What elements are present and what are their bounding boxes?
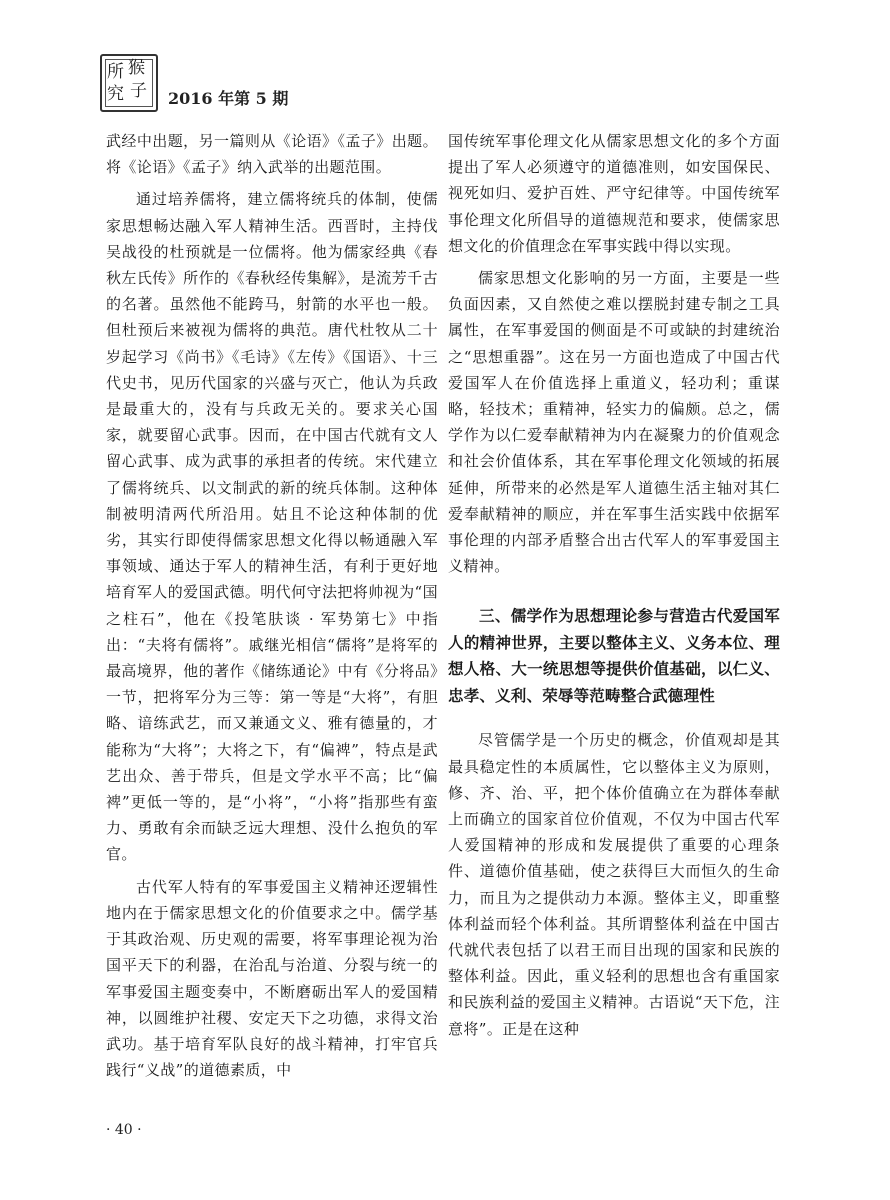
paragraph: 通过培养儒将，建立儒将统兵的体制，使儒家思想畅达融入军人精神生活。西晋时，主持伐吴战役的杜预就是一位儒将。他为儒家经典《春秋左氏传》所作的《春秋经传集解》，是流芳千古的名著。虽然他不能跨马，射箭的水平也一般。但杜预后来被视为儒将的典范。唐代杜牧从二十岁起学习《尚书》《毛诗》《左传》《国语》、十三代史书，见历代国家的兴盛与灭亡，他认为兵政是最重大的，没有与兵政无关的。要求关心国家，就要留心武事。因而，在中国古代就有文人留心武事、成为武事的承担者的传统。宋代建立了儒将统兵、以文制武的新的统兵体制。这种体制被明清两代所沿用。姑且不论这种体制的优劣，其实行即使得儒家思想文化得以畅通融入军事领域、通达于军人的精神生活，有利于更好地培育军人的爱国武德。明代何守法把将帅视为“国之柱石”，他在《投笔肤谈 · 军势第七》中指出：“夫将有儒将”。戚继光相信“儒将”是将军的最高境界，他的著作《储练通论》中有《分将品》一节，把将军分为三等：第一等是“大将”，有胆略、谙练武艺，而又兼通文义、雅有德量的，才能称为“大将”；大将之下，有“偏裨”，特点是武艺出众、善于带兵，但是文学水平不高；比“偏裨”更低一等的，是“小将”，“小将”指那些有蛮力、勇敢有余而缺乏远大理想、没什么抱负的军官。 xyxy=(106,190,438,864)
journal-logo xyxy=(100,54,158,112)
paragraph: 国传统军事伦理文化从儒家思想文化的多个方面提出了军人必须遵守的道德准则，如安国保民、视死如归、爱护百姓、严守纪律等。中国传统军事伦理文化所倡导的道德规范和要求，使儒家思想文化的价值理念在军事实践中得以实现。 xyxy=(448,132,780,255)
section-heading: 三、儒学作为思想理论参与营造古代爱国军人的精神世界，主要以整体主义、义务本位、理想人格、大一统思想等提供价值基础，以仁义、忠孝、义利、荣辱等范畴整合武德理性 xyxy=(448,607,780,705)
logo-char-2: 猴 xyxy=(128,58,145,78)
page-header xyxy=(100,52,800,122)
issue-label: 2016 年第 5 期 xyxy=(168,89,289,108)
logo-char-3: 究 xyxy=(107,84,124,104)
right-column xyxy=(448,128,780,1042)
paragraph: 武经中出题，另一篇则从《论语》《孟子》出题。将《论语》《孟子》纳入武举的出题范围。 xyxy=(106,132,438,177)
logo-char-1: 所 xyxy=(107,62,124,82)
logo-char-4: 子 xyxy=(130,81,147,101)
paragraph: 尽管儒学是一个历史的概念，价值观却是其最具稳定性的本质属性，它以整体主义为原则，修、齐、治、平，把个体价值确立在为群体奉献上而确立的国家首位价值观，不仅为中国古代军人爱国精神的形成和发展提供了重要的心理条件、道德价值基础，使之获得巨大而恒久的生命力，而且为之提供动力本源。整体主义，即重整体利益而轻个体利益。其所谓整体利益在中国古代就代表包括了以君王而目出现的国家和民族的整体利益。因此，重义轻利的思想也含有重国家和民族利益的爱国主义精神。古语说“天下危，注意将”。正是在这种 xyxy=(448,731,780,1038)
left-column xyxy=(106,128,438,1083)
paragraph: 古代军人特有的军事爱国主义精神还逻辑性地内在于儒家思想文化的价值要求之中。儒学基于其政治观、历史观的需要，将军事理论视为治国平天下的利器，在治乱与治道、分裂与统一的军事爱国主题变奏中，不断磨砺出军人的爱国精神，以圆维护社稷、安定天下之功德，求得文治武功。基于培育军队良好的战斗精神，打牢官兵践行“义战”的道德素质，中 xyxy=(106,877,438,1080)
page-number: · 40 · xyxy=(106,1122,142,1138)
paragraph: 儒家思想文化影响的另一方面，主要是一些负面因素，又自然使之难以摆脱封建专制之工具属性，在军事爱国的侧面是不可或缺的封建统治之“思想重器”。这在另一方面也造成了中国古代爱国军人在价值选择上重道义，轻功利；重谋略，轻技术；重精神，轻实力的偏颇。总之，儒学作为以仁爱奉献精神为内在凝聚力的价值观念和社会价值体系，其在军事伦理文化领域的拓展延伸，所带来的必然是军人道德生活主轴对其仁爱奉献精神的顺应，并在军事生活实践中依据军事伦理的内部矛盾整合出古代军人的军事爱国主义精神。 xyxy=(448,269,780,576)
